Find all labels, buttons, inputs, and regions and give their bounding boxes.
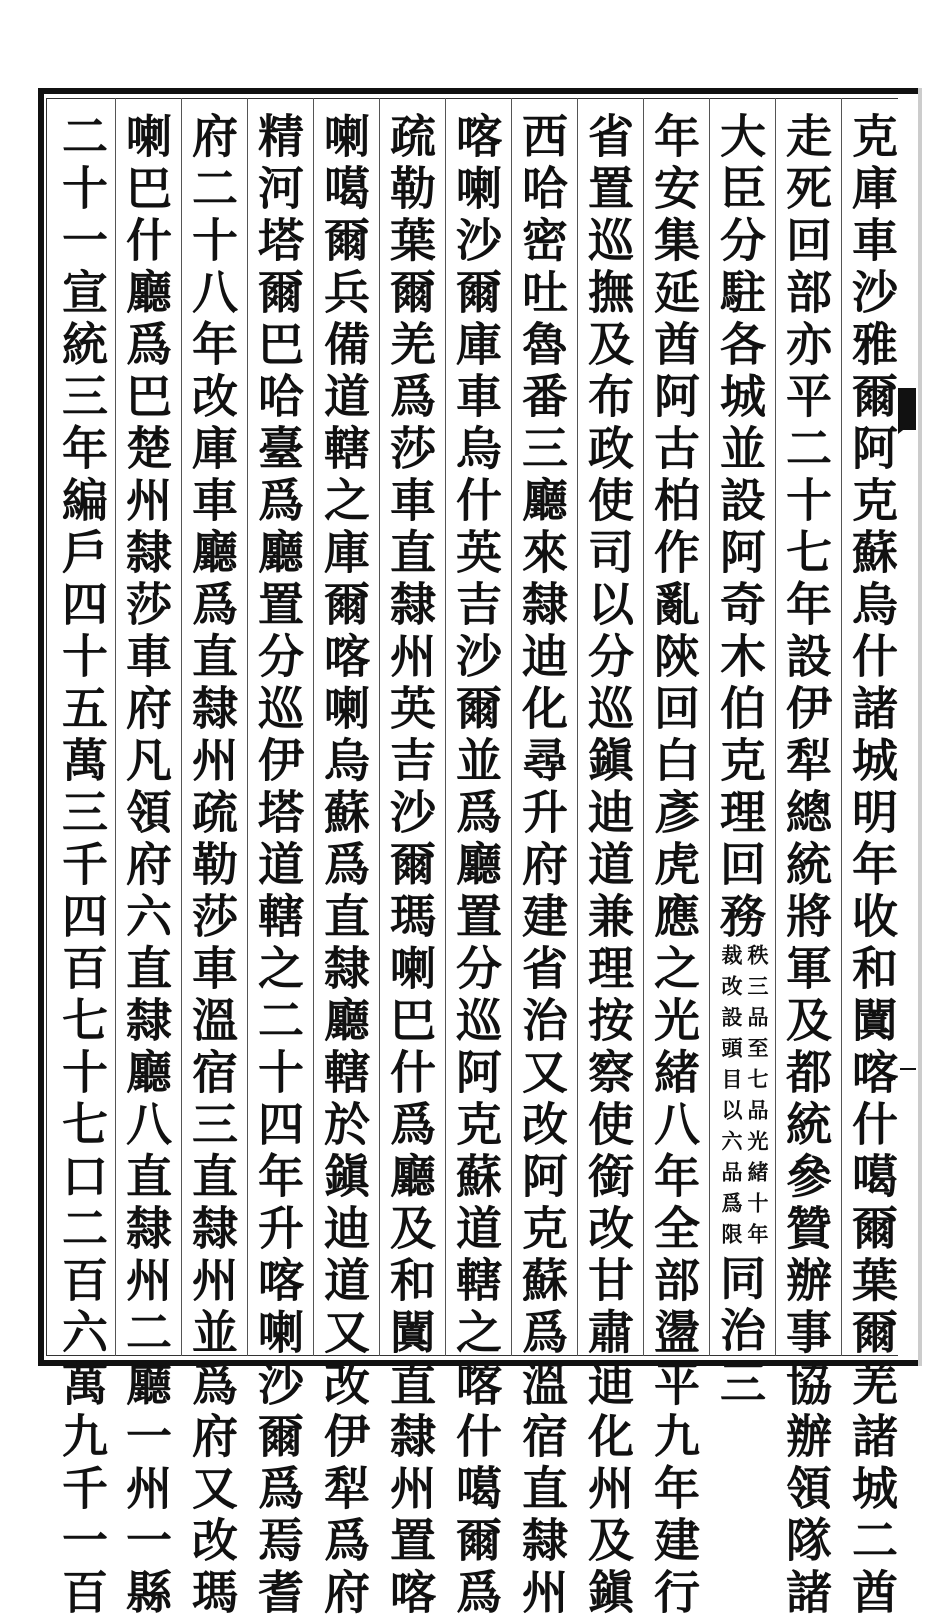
text-column-8: 疏勒葉爾羌爲莎車直隸州英吉沙爾瑪喇巴什爲廳及和闐直隸州置喀 — [383, 112, 437, 1620]
interlinear-note: 秩三品至七品光緒十年 裁改設頭目以六品爲限 — [719, 944, 770, 1254]
text-column-6: 西哈密吐魯番三廳來隸迪化尋升府建省治又改阿克蘇爲溫宿直隸州 — [515, 112, 569, 1620]
text-column-4: 年安集延酋阿古柏作亂陝回白彥虎應之光緒八年全部盪平九年建行 — [647, 112, 701, 1620]
text-column-2: 走死回部亦平二十七年設伊犁總統將軍及都統參贊辦事協辦領隊諸 — [779, 112, 833, 1620]
text-column-5: 省置巡撫及布政使司以分巡鎭迪道兼理按察使銜改甘肅迪化州及鎭 — [581, 112, 635, 1620]
text-column-11: 府二十八年改庫車廳爲直隸州疏勒莎車溫宿三直隸州並爲府又改瑪 — [185, 112, 239, 1620]
text-column-10: 精河塔爾巴哈臺爲廳置分巡伊塔道轄之二十四年升喀喇沙爾爲焉耆 — [251, 112, 305, 1620]
margin-tick — [900, 1068, 916, 1070]
text-column-9: 喇噶爾兵備道轄之庫爾喀喇烏蘇爲直隸廳轄於鎭迪道又改伊犁爲府 — [317, 112, 371, 1620]
text-column-7: 喀喇沙爾庫車烏什英吉沙爾並爲廳置分巡阿克蘇道轄之喀什噶爾爲 — [449, 112, 503, 1620]
text-column-12: 喇巴什廳爲巴楚州隸莎車府凡領府六直隸廳八直隸州二廳一州一縣 — [119, 112, 173, 1620]
text-column-13: 二十一宣統三年編戶四十五萬三千四百七十七口二百六萬九千一百 — [55, 112, 109, 1620]
page-edge — [918, 88, 922, 1366]
text-column-1: 克庫車沙雅爾阿克蘇烏什諸城明年收和闐喀什噶爾葉爾羌諸城二酋 — [845, 112, 899, 1620]
text-column-3: 大臣分駐各城並設阿奇木伯克理回務秩三品至七品光緒十年 裁改設頭目以六品爲限同治三 — [713, 112, 770, 1410]
